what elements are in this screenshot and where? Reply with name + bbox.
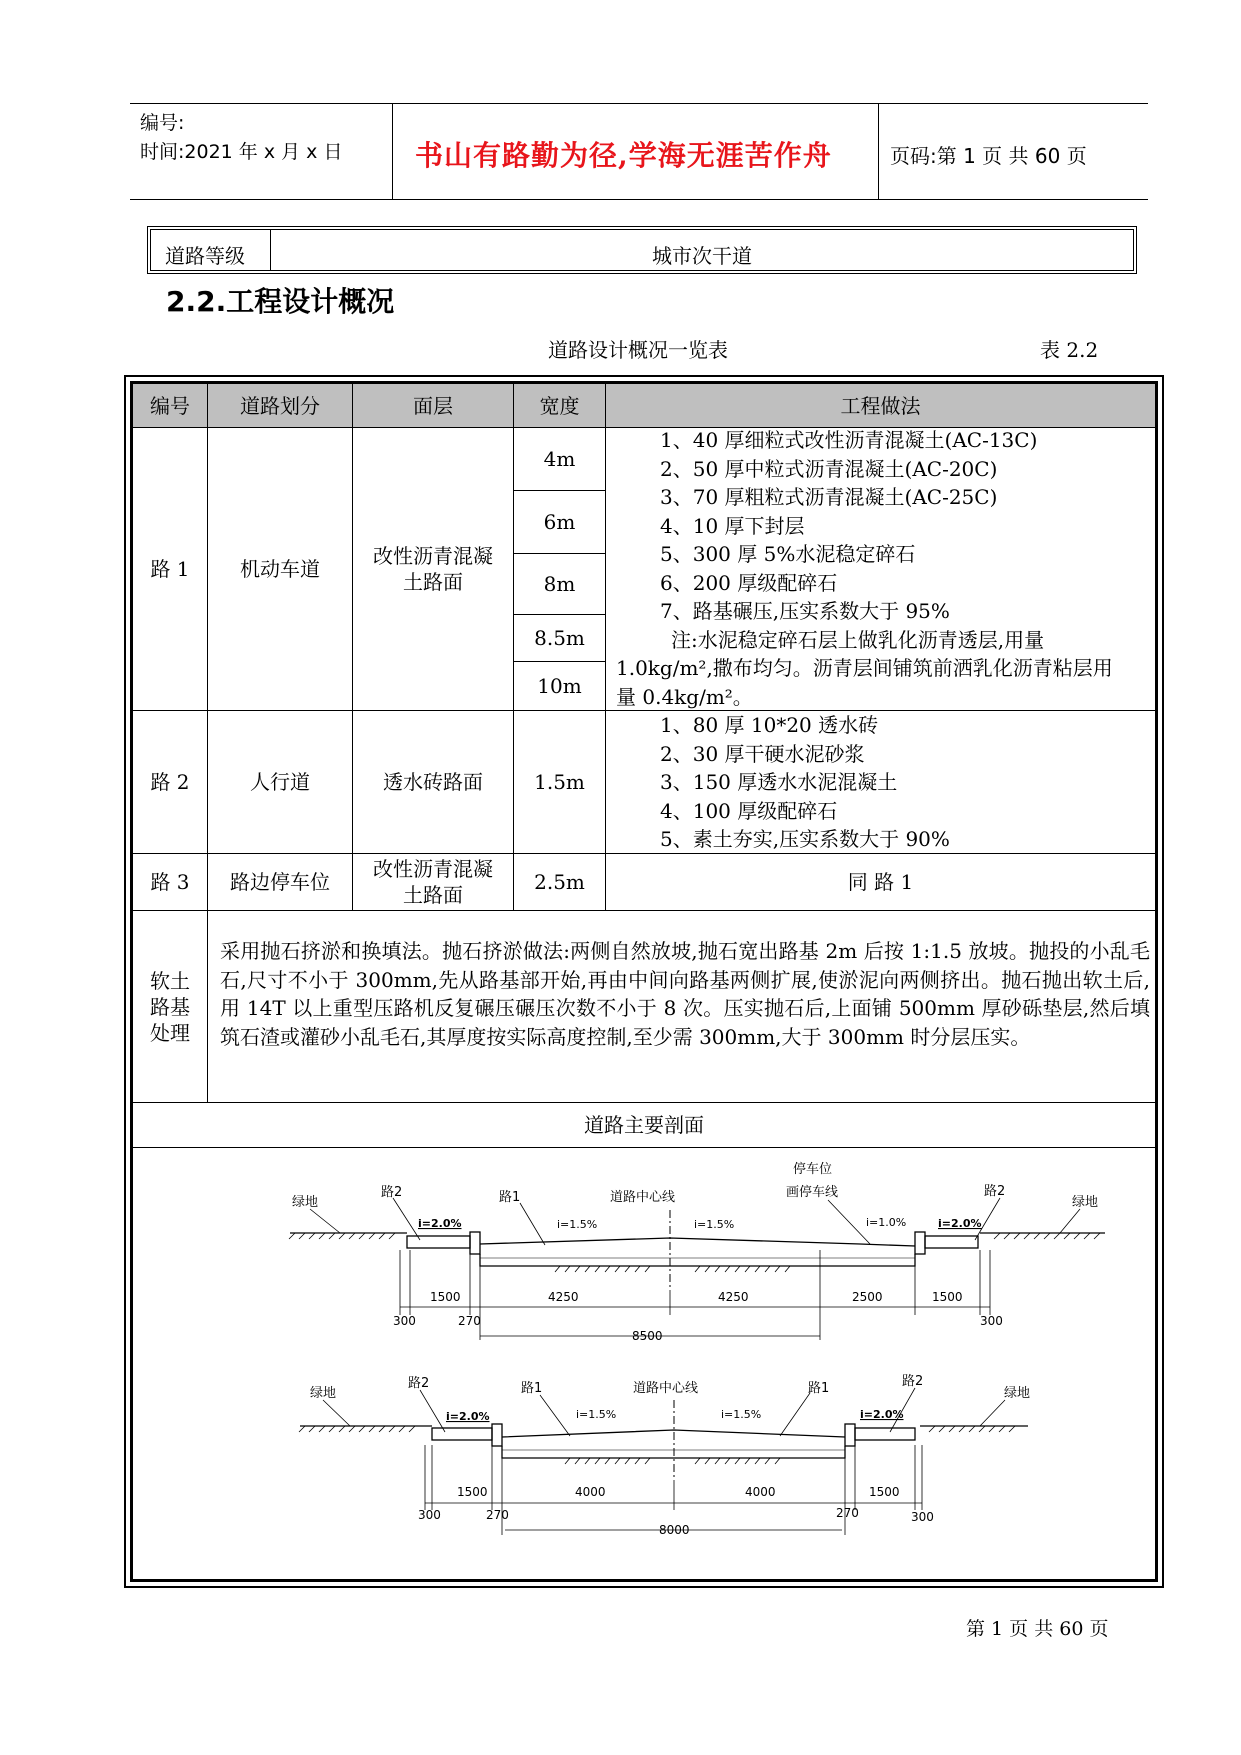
method-step: 2、50 厚中粒式沥青混凝土(AC-20C): [660, 456, 998, 481]
road3-method: 同 路 1: [847, 870, 914, 894]
method-step: 4、100 厚级配碎石: [660, 798, 838, 823]
parking-label: 停车位: [793, 1162, 833, 1177]
svg-text:8000: 8000: [659, 1523, 690, 1537]
road1-division: 机动车道: [240, 557, 320, 581]
road3-surface: 改性沥青混凝土路面: [373, 857, 493, 907]
header-page-label: 页码:第 1 页 共 60 页: [890, 144, 1087, 168]
road1-id: 路 1: [150, 557, 190, 581]
road1-width: 8m: [543, 572, 576, 596]
section-title: 2.2.工程设计概况: [166, 285, 395, 318]
road1-width: 8.5m: [534, 626, 585, 650]
road2-left-label: 路2: [381, 1185, 403, 1200]
road1-label: 路1: [499, 1190, 521, 1205]
road-grade-value: 城市次干道: [652, 244, 752, 268]
road2-right-label: 路2: [902, 1374, 924, 1389]
green-right-label: 绿地: [1004, 1386, 1031, 1401]
road3-id: 路 3: [150, 870, 190, 894]
page-footer: 第 1 页 共 60 页: [966, 1618, 1109, 1640]
road3-division: 路边停车位: [230, 870, 330, 894]
svg-text:4250: 4250: [718, 1290, 749, 1304]
method-step: 3、150 厚透水水泥混凝土: [660, 770, 898, 794]
road1-surface: 改性沥青混凝土路面: [373, 544, 493, 594]
header-cell-method: 工程做法: [840, 393, 921, 418]
svg-text:i=1.5%: i=1.5%: [557, 1218, 598, 1231]
road1-width: 10m: [537, 674, 582, 698]
header-cell-id: 编号: [150, 393, 190, 418]
road-grade-table: [147, 226, 1137, 274]
road1-width: 4m: [543, 447, 576, 471]
green-left-label: 绿地: [292, 1195, 319, 1210]
road2-left-label: 路2: [408, 1376, 430, 1391]
header-meta: [140, 109, 342, 167]
table-number: 表 2.2: [1040, 338, 1099, 362]
method-note: 注:水泥稳定碎石层上做乳化沥青透层,用量: [671, 627, 1045, 652]
svg-text:i=1.5%: i=1.5%: [576, 1408, 617, 1421]
header-divider: [392, 104, 393, 199]
row-divider: [133, 1147, 1155, 1148]
time-label: 时间:2021 年 x 月 x 日: [140, 141, 343, 163]
road1-method: [616, 426, 1156, 711]
green-left-label: 绿地: [310, 1386, 337, 1401]
svg-text:i=2.0%: i=2.0%: [938, 1217, 982, 1230]
row-divider: [133, 910, 1155, 911]
table-caption: 道路设计概况一览表: [548, 338, 728, 362]
method-note: 1.0kg/m²,撒布均匀。沥青层间铺筑前洒乳化沥青粘层用: [616, 656, 1113, 680]
method-step: 6、200 厚级配碎石: [660, 570, 838, 595]
header-cell-surface: 面层: [413, 393, 453, 418]
soft-soil-text: 采用抛石挤淤和换填法。抛石挤淤做法:两侧自然放坡,抛石宽出路基 2m 后按 1:1.5 放坡。抛投的小乱毛石,尺寸不小于 300mm,先从路基部开始,再由中间向路基两侧扩展,使淤泥向两侧挤出。抛石抛出软土后,用 14T 以上重型压路机反复碾压碾压次数不小于 8 次。压实抛石后,上面铺 500mm 厚砂砾垫层,然后填筑石渣或灌砂小乱毛石,其厚度按实际高度控制,至少需 300mm,大于 300mm 时分层压实。: [220, 939, 1150, 1049]
road2-division: 人行道: [250, 770, 310, 794]
number-label: 编号:: [140, 112, 185, 134]
svg-text:300: 300: [980, 1314, 1003, 1328]
svg-text:4000: 4000: [745, 1485, 776, 1499]
svg-text:270: 270: [486, 1508, 509, 1522]
svg-text:300: 300: [911, 1510, 934, 1524]
method-note: 量 0.4kg/m²。: [616, 684, 753, 709]
road-grade-label: 道路等级: [165, 244, 245, 268]
road2-width: 1.5m: [534, 770, 585, 794]
road2-method: [616, 711, 1156, 854]
method-step: 1、80 厚 10*20 透水砖: [660, 713, 879, 737]
col-divider: [605, 384, 606, 910]
svg-text:i=2.0%: i=2.0%: [446, 1410, 490, 1423]
method-step: 5、300 厚 5%水泥稳定碎石: [660, 542, 916, 566]
road2-id: 路 2: [150, 770, 190, 794]
header-cell-width: 宽度: [539, 393, 580, 418]
svg-text:8500: 8500: [632, 1329, 663, 1343]
svg-text:i=1.5%: i=1.5%: [694, 1218, 735, 1231]
svg-text:i=2.0%: i=2.0%: [860, 1408, 904, 1421]
road2-surface: 透水砖路面: [383, 770, 483, 794]
svg-text:300: 300: [418, 1508, 441, 1522]
section-heading: 道路主要剖面: [584, 1113, 704, 1137]
svg-text:4250: 4250: [548, 1290, 579, 1304]
method-step: 1、40 厚细粒式改性沥青混凝土(AC-13C): [660, 428, 1038, 452]
svg-text:i=1.0%: i=1.0%: [866, 1216, 907, 1229]
svg-text:4000: 4000: [575, 1485, 606, 1499]
road1-width: 6m: [543, 510, 576, 534]
header-motto: 书山有路勤为径,学海无涯苦作舟: [415, 139, 832, 172]
header-divider: [878, 104, 879, 199]
method-step: 7、路基碾压,压实系数大于 95%: [660, 599, 950, 623]
header-cell-division: 道路划分: [240, 393, 320, 418]
svg-text:270: 270: [458, 1314, 481, 1328]
svg-text:i=2.0%: i=2.0%: [418, 1217, 462, 1230]
svg-text:1500: 1500: [457, 1485, 488, 1499]
green-right-label: 绿地: [1072, 1195, 1099, 1210]
page-header: [130, 103, 1148, 200]
svg-text:300: 300: [393, 1314, 416, 1328]
road3-width: 2.5m: [534, 870, 585, 894]
svg-text:2500: 2500: [852, 1290, 883, 1304]
svg-text:i=1.5%: i=1.5%: [721, 1408, 762, 1421]
svg-text:270: 270: [836, 1506, 859, 1520]
centerline-label: 道路中心线: [633, 1381, 699, 1396]
centerline-label: 道路中心线: [610, 1190, 676, 1205]
method-step: 2、30 厚干硬水泥砂浆: [660, 741, 865, 766]
method-step: 3、70 厚粗粒式沥青混凝土(AC-25C): [660, 485, 998, 509]
svg-text:1500: 1500: [932, 1290, 963, 1304]
svg-text:1500: 1500: [869, 1485, 900, 1499]
soft-soil-label: 软土路基处理: [150, 968, 190, 1045]
road1-left-label: 路1: [521, 1381, 543, 1396]
method-step: 4、10 厚下封层: [660, 513, 805, 538]
road1-right-label: 路1: [808, 1381, 830, 1396]
method-step: 5、素土夯实,压实系数大于 90%: [660, 827, 950, 851]
svg-text:1500: 1500: [430, 1290, 461, 1304]
parking-line-label: 画停车线: [786, 1185, 839, 1200]
road2-right-label: 路2: [984, 1184, 1006, 1199]
